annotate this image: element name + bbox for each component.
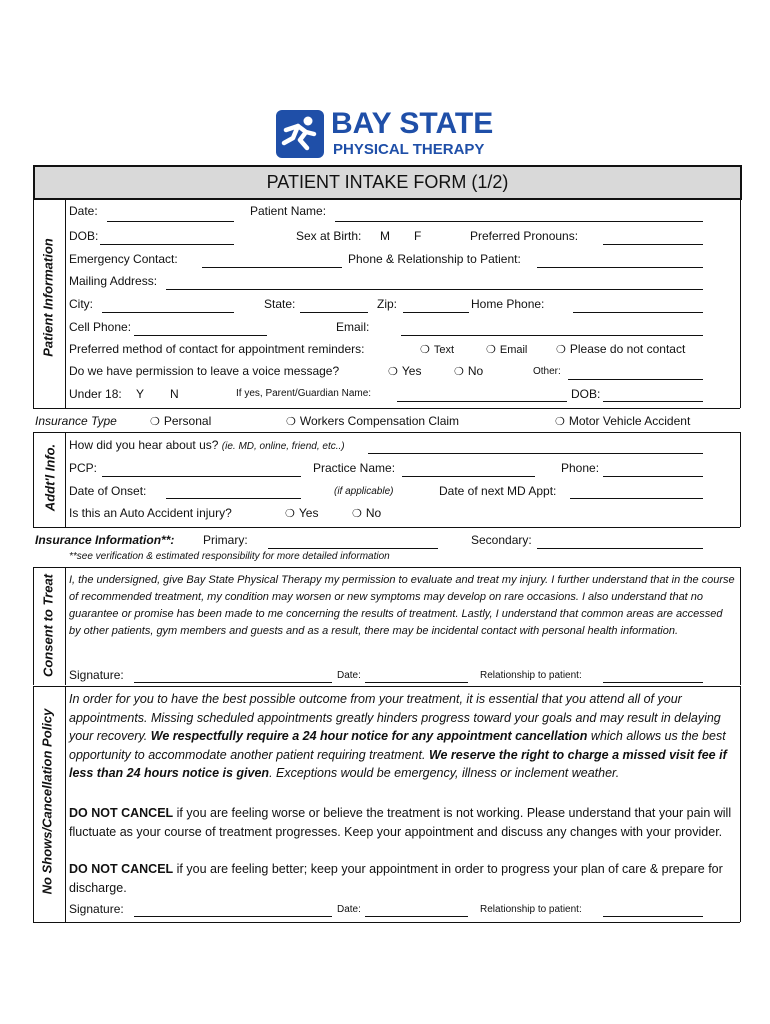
hear-field[interactable] <box>368 453 703 454</box>
section-patient-information: Patient Information <box>40 238 56 357</box>
voicemail-no[interactable]: ❍ No <box>454 364 484 378</box>
contact-method-label: Preferred method of contact for appointment reminders: <box>69 342 365 356</box>
section-noshow: No Shows/Cancellation Policy <box>39 708 55 895</box>
dob-label: DOB: <box>69 229 99 243</box>
phone-label: Phone: <box>561 461 600 475</box>
primary-label: Primary: <box>203 533 248 547</box>
insurance-type-label: Insurance Type <box>35 414 117 428</box>
checkbox-icon: ❍ <box>388 366 398 378</box>
insurance-note: **see verification & estimated responsibility for more detailed information <box>69 551 390 562</box>
next-md-label: Date of next MD Appt: <box>439 484 557 498</box>
checkbox-icon: ❍ <box>150 416 160 428</box>
other-label: Other: <box>533 366 561 377</box>
noshow-paragraph-2: DO NOT CANCEL if you are feeling worse or believe the treatment is not working. Please understand that your pain will fluctuate as your course of treatment progresses. Keep your appointment and discuss any changes with your provider. <box>69 806 732 839</box>
under18-y[interactable]: Y <box>136 387 145 401</box>
sex-at-birth-label: Sex at Birth: <box>296 229 362 243</box>
zip-field[interactable] <box>403 312 469 313</box>
phone-field[interactable] <box>603 476 703 477</box>
pronouns-label: Preferred Pronouns: <box>470 229 579 243</box>
auto-yes[interactable]: ❍ Yes <box>285 506 319 520</box>
city-field[interactable] <box>102 312 234 313</box>
noshow-relationship-field[interactable] <box>603 916 703 917</box>
auto-no[interactable]: ❍ No <box>352 506 382 520</box>
noshow-date-label: Date: <box>337 904 361 915</box>
consent-date-field[interactable] <box>365 682 468 683</box>
pcp-label: PCP: <box>69 461 98 475</box>
option-email[interactable]: ❍ Email <box>486 344 528 356</box>
consent-relationship-field[interactable] <box>603 682 703 683</box>
emergency-field[interactable] <box>202 267 342 268</box>
emergency-label: Emergency Contact: <box>69 252 178 266</box>
guardian-label: If yes, Parent/Guardian Name: <box>236 388 372 399</box>
pcp-field[interactable] <box>102 476 301 477</box>
checkbox-icon: ❍ <box>286 416 296 428</box>
option-text[interactable]: ❍ Text <box>420 344 455 356</box>
patient-name-label: Patient Name: <box>250 204 327 218</box>
zip-label: Zip: <box>377 297 398 311</box>
checkbox-icon: ❍ <box>454 366 464 378</box>
secondary-label: Secondary: <box>471 533 532 547</box>
email-field[interactable] <box>401 335 703 336</box>
onset-field[interactable] <box>166 498 301 499</box>
checkbox-icon: ❍ <box>555 416 565 428</box>
phone-rel-field[interactable] <box>537 267 703 268</box>
section-consent: Consent to Treat <box>40 573 56 678</box>
under18-n[interactable]: N <box>170 387 179 401</box>
practice-label: Practice Name: <box>313 461 396 475</box>
checkbox-icon: ❍ <box>285 508 295 520</box>
voicemail-yes[interactable]: ❍ Yes <box>388 364 422 378</box>
noshow-signature-label: Signature: <box>69 902 124 916</box>
cell-phone-label: Cell Phone: <box>69 320 132 334</box>
date-label: Date: <box>69 204 98 218</box>
insurance-personal[interactable]: ❍ Personal <box>150 414 212 428</box>
city-label: City: <box>69 297 93 311</box>
home-phone-field[interactable] <box>573 312 703 313</box>
other-field[interactable] <box>568 379 703 380</box>
sex-m-option[interactable]: M <box>380 229 390 243</box>
noshow-date-field[interactable] <box>365 916 468 917</box>
checkbox-icon: ❍ <box>556 344 566 356</box>
noshow-paragraph-1: In order for you to have the best possible outcome from your treatment, it is essential that you attend all of your appointments. Missing scheduled appointments greatly hinders progress toward your goals and may result in delaying your recovery. We respectfully require a 24 hour notice for any appointment cancellation which allows us the best opportunity to accommodate another patient requiring treatment. We reserve the right to charge a missed visit fee if less than 24 hours notice is given. Exceptions would be emergency, illness or inclement weather. <box>69 692 727 781</box>
checkbox-icon: ❍ <box>486 344 496 356</box>
practice-field[interactable] <box>402 476 535 477</box>
section-addtl-info: Addt'l Info. <box>42 443 58 512</box>
hear-label: How did you hear about us? (ie. MD, online, friend, etc..) <box>69 438 345 452</box>
dob-field[interactable] <box>100 244 234 245</box>
mailing-label: Mailing Address: <box>69 274 158 288</box>
under18-label: Under 18: <box>69 387 122 401</box>
consent-relationship-label: Relationship to patient: <box>480 670 582 681</box>
noshow-relationship-label: Relationship to patient: <box>480 904 582 915</box>
guardian-dob-label: DOB: <box>571 387 601 401</box>
insurance-info-label: Insurance Information**: <box>35 533 175 547</box>
guardian-field[interactable] <box>397 401 567 402</box>
primary-field[interactable] <box>268 548 438 549</box>
guardian-dob-field[interactable] <box>603 401 703 402</box>
insurance-workers[interactable]: ❍ Workers Compensation Claim <box>286 414 460 428</box>
email-label: Email: <box>336 320 370 334</box>
consent-text: I, the undersigned, give Bay State Physical Therapy my permission to evaluate and treat my injury. I further understand that in the course of recommended treatment, my condition may worsen or new symptoms may develop on rare occasions. I also understand that no guarantee or promise has been made to me concerning the results of treatment. Lastly, I understand that common areas are accessed by other patients, gym members and guests and as a result, there may be incidental contact with personal health information. <box>69 574 735 637</box>
if-applicable-note: (if applicable) <box>334 486 394 497</box>
logo-line2: PHYSICAL THERAPY <box>333 141 485 158</box>
mailing-field[interactable] <box>166 289 703 290</box>
cell-phone-field[interactable] <box>134 335 267 336</box>
pronouns-field[interactable] <box>603 244 703 245</box>
insurance-motor[interactable]: ❍ Motor Vehicle Accident <box>555 414 691 428</box>
next-md-field[interactable] <box>570 498 703 499</box>
page-title: PATIENT INTAKE FORM (1/2) <box>266 172 509 192</box>
voicemail-label: Do we have permission to leave a voice message? <box>69 364 340 378</box>
consent-signature-label: Signature: <box>69 668 124 682</box>
checkbox-icon: ❍ <box>420 344 430 356</box>
patient-name-field[interactable] <box>335 221 703 222</box>
phone-rel-label: Phone & Relationship to Patient: <box>348 252 521 266</box>
checkbox-icon: ❍ <box>352 508 362 520</box>
state-label: State: <box>264 297 296 311</box>
auto-accident-label: Is this an Auto Accident injury? <box>69 506 232 520</box>
runner-logo-icon <box>276 110 324 158</box>
state-field[interactable] <box>300 312 368 313</box>
secondary-field[interactable] <box>537 548 703 549</box>
onset-label: Date of Onset: <box>69 484 147 498</box>
consent-signature-field[interactable] <box>134 682 332 683</box>
logo <box>276 107 511 160</box>
date-field[interactable] <box>107 221 234 222</box>
noshow-signature-field[interactable] <box>134 916 332 917</box>
logo-line1: BAY STATE <box>331 107 494 140</box>
home-phone-label: Home Phone: <box>471 297 545 311</box>
consent-date-label: Date: <box>337 670 361 681</box>
noshow-paragraph-3: DO NOT CANCEL if you are feeling better; keep your appointment in order to progress your plan of care & prepare for discharge. <box>69 862 723 895</box>
option-no-contact[interactable]: ❍ Please do not contact <box>556 342 686 356</box>
sex-f-option[interactable]: F <box>414 229 422 243</box>
